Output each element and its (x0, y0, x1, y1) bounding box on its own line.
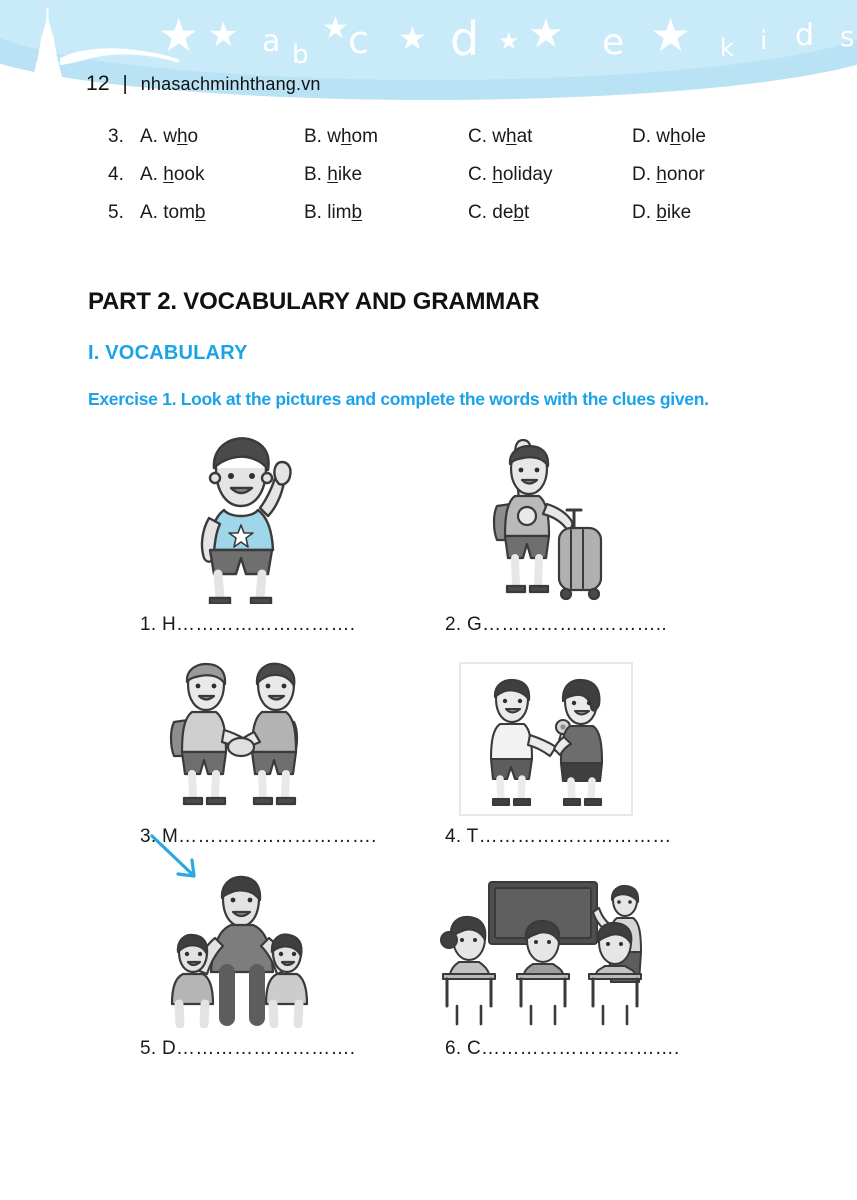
picture-father-with-children (88, 848, 393, 1028)
picture-boy-waving (88, 424, 393, 604)
page-footer-label (86, 72, 321, 96)
star-icon: ★ (398, 20, 427, 56)
mc-option: A. tomb (140, 202, 206, 223)
mc-option: B. hike (304, 164, 363, 185)
classroom-illustration (421, 878, 671, 1028)
picture-caption: 5. D………………………. (140, 1038, 356, 1059)
picture-caption: 2. G……………………….. (445, 614, 667, 635)
star-icon: ★ (158, 9, 200, 61)
mc-option: C. what (468, 126, 533, 147)
page-content (0, 118, 857, 1060)
star-icon: ★ (208, 16, 239, 54)
picture-classroom (393, 848, 698, 1028)
brand-letter-d: d (795, 18, 815, 53)
mc-option: D. bike (632, 202, 692, 223)
picture-caption: 3. M…………………………. (140, 826, 377, 847)
boy-waving-illustration (176, 424, 306, 604)
picture-item-6 (393, 848, 698, 1060)
mc-option: B. limb (304, 202, 363, 223)
picture-item-4 (393, 636, 698, 848)
picture-row (88, 424, 788, 636)
family-illustration (161, 868, 321, 1028)
mc-row (108, 164, 857, 202)
star-icon: ★ (650, 9, 692, 61)
page-separator: | (122, 73, 128, 95)
mc-option: C. debt (468, 202, 530, 223)
picture-item-2 (393, 424, 698, 636)
picture-item-3 (88, 636, 393, 848)
website-label: nhasachminhthang.vn (140, 74, 321, 94)
mc-option: B. whom (304, 126, 378, 147)
mc-row (108, 126, 857, 164)
picture-row (88, 636, 788, 848)
mc-option: D. honor (632, 164, 705, 185)
page-number: 12 (86, 72, 110, 95)
brand-letter-d: d (450, 12, 480, 66)
brand-letter-b: b (292, 40, 309, 70)
mc-option: A. hook (140, 164, 205, 185)
picture-boy-with-suitcase (393, 424, 698, 604)
picture-item-1 (88, 424, 393, 636)
picture-caption: 4. T………………………… (445, 826, 672, 847)
brand-letter-s: s (840, 20, 855, 53)
picture-caption: 6. C…………………………. (445, 1038, 680, 1059)
picture-item-5 (88, 848, 393, 1060)
star-icon: ★ (498, 28, 520, 55)
page-header (0, 0, 857, 118)
brand-letter-e: e (602, 22, 625, 63)
picture-row (88, 848, 788, 1060)
mc-option: C. holiday (468, 164, 553, 185)
handshake-illustration (146, 646, 336, 816)
brand-letter-c: c (348, 18, 369, 62)
mc-number: 5. (108, 202, 124, 223)
mc-option: D. whole (632, 126, 706, 147)
star-icon: ★ (528, 12, 564, 56)
part-title: PART 2. VOCABULARY AND GRAMMAR (88, 288, 540, 315)
picture-caption: 1. H………………………. (140, 614, 356, 635)
brand-letter-a: a (262, 24, 281, 59)
mc-option: A. who (140, 126, 199, 147)
flower-gift-illustration (459, 662, 633, 816)
picture-boy-giving-flower (393, 636, 698, 816)
mc-number: 4. (108, 164, 124, 185)
picture-two-boys-shaking-hands (88, 636, 393, 816)
brand-word (150, 4, 855, 74)
mc-row (108, 202, 857, 240)
mc-number: 3. (108, 126, 124, 147)
exercise-instruction: Exercise 1. Look at the pictures and complete the words with the clues given. (88, 389, 709, 409)
multiple-choice-block (0, 126, 857, 240)
brand-letter-i: i (760, 26, 768, 56)
picture-grid (0, 424, 788, 1060)
section-title-vocabulary: I. VOCABULARY (88, 342, 248, 364)
boy-with-suitcase-illustration (471, 424, 621, 604)
star-icon: ★ (322, 12, 349, 45)
brand-letter-k: k (720, 34, 734, 62)
